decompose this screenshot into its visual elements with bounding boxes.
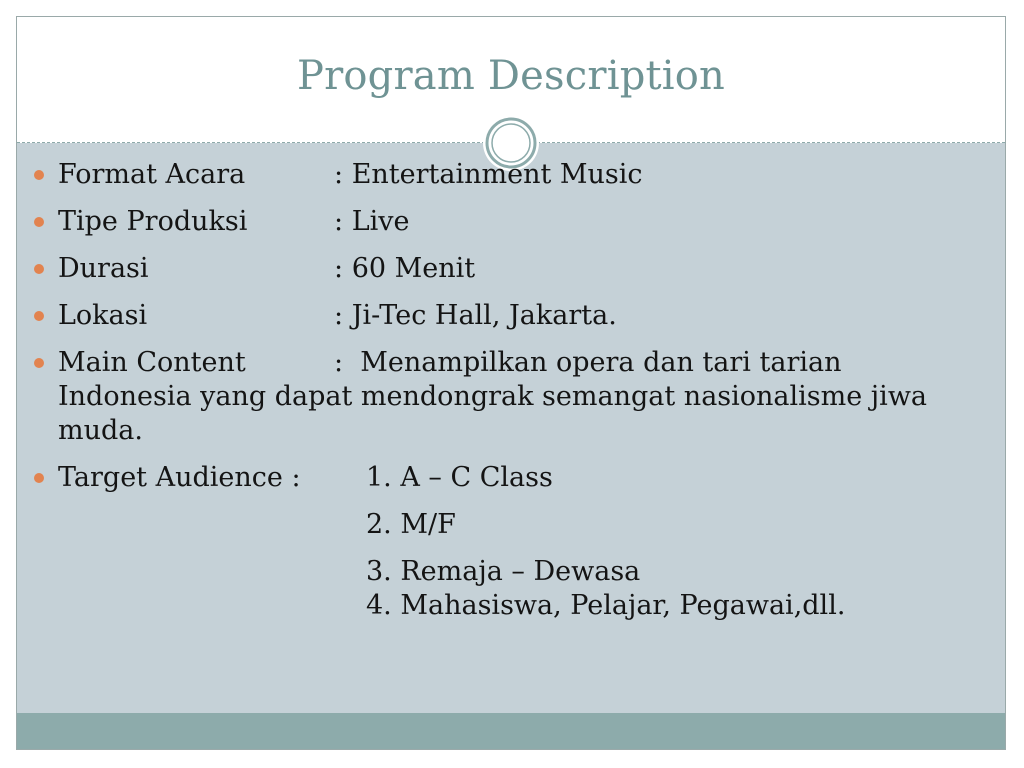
item-separator: : — [334, 347, 361, 378]
item-separator: : — [334, 159, 352, 190]
item-separator: : — [334, 253, 352, 284]
footer-band — [17, 713, 1005, 749]
target-audience-value: 4. Mahasiswa, Pelajar, Pegawai,dll. — [366, 590, 846, 621]
target-audience-value: 1. A – C Class — [366, 462, 553, 493]
bullet-icon — [34, 170, 44, 180]
program-list — [34, 158, 964, 636]
item-separator: : — [334, 206, 352, 237]
list-item — [34, 252, 964, 286]
bullet-icon — [34, 311, 44, 321]
item-label: Durasi — [58, 253, 149, 284]
list-item-target-audience — [34, 461, 964, 623]
item-separator: : — [334, 300, 352, 331]
slide-title: Program Description — [296, 53, 726, 99]
item-value: Entertainment Music — [351, 159, 643, 190]
target-audience-value: 3. Remaja – Dewasa — [366, 556, 641, 587]
item-value: Menampilkan opera dan tari tarian Indonesia yang dapat mendongrak semangat nasionalisme jiwa muda. — [58, 347, 928, 446]
list-item — [34, 346, 964, 448]
bullet-icon — [34, 264, 44, 274]
item-label: Lokasi — [58, 300, 148, 331]
item-label: Tipe Produksi — [58, 206, 248, 237]
list-item — [34, 205, 964, 239]
item-value: Ji-Tec Hall, Jakarta. — [351, 300, 617, 331]
target-audience-value: 2. M/F — [366, 509, 456, 540]
item-value: Live — [351, 206, 410, 237]
list-item — [34, 299, 964, 333]
bullet-icon — [34, 473, 44, 483]
bullet-icon — [34, 358, 44, 368]
list-item — [34, 158, 964, 192]
item-label: Main Content — [58, 347, 246, 378]
item-label: Format Acara — [58, 159, 246, 190]
target-audience-label: Target Audience : — [58, 462, 301, 493]
item-value: 60 Menit — [351, 253, 476, 284]
bullet-icon — [34, 217, 44, 227]
